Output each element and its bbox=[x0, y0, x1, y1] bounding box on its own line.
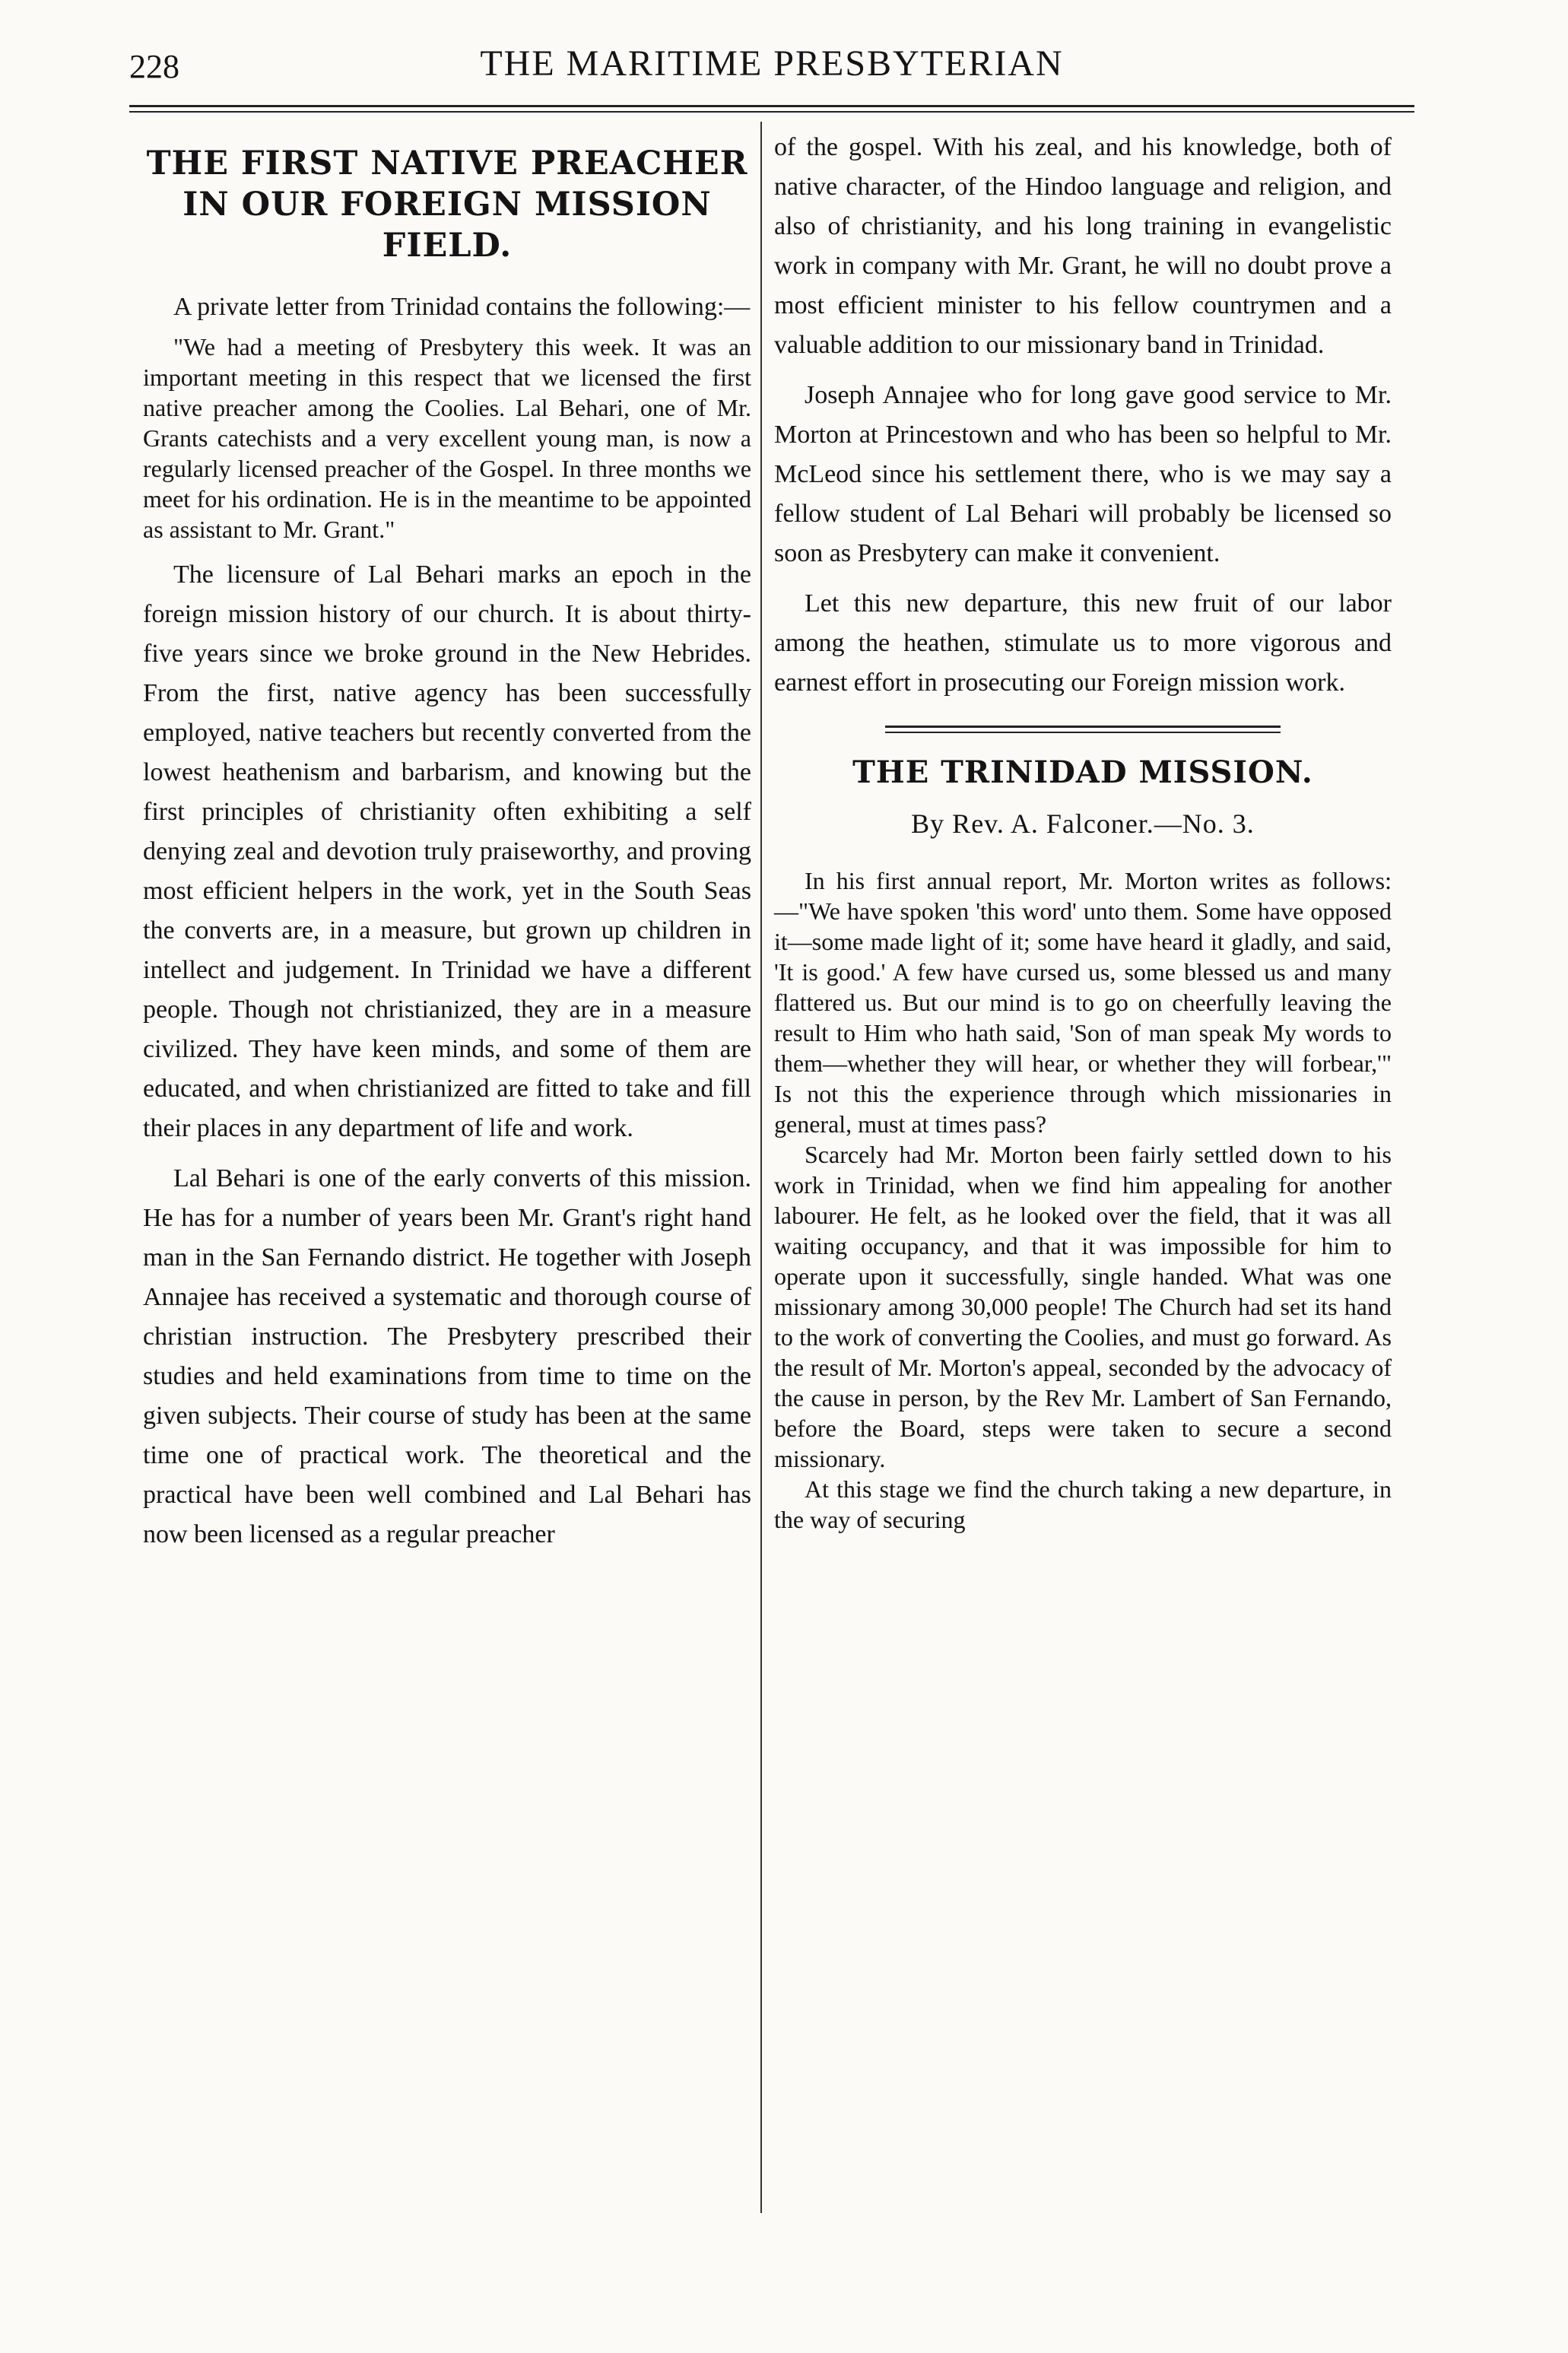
header-rule bbox=[129, 105, 1414, 107]
left-column bbox=[143, 128, 751, 1554]
right-column bbox=[774, 128, 1392, 1535]
article-paragraph-continued: of the gospel. With his zeal, and his knowledge, both of native character, of the Hindoo language and religion, and also of christianity, and his long training in evangelistic work in company with Mr. Grant, he will no doubt prove a most efficient minister to his fellow countrymen and a valuable addition to our missionary band in Trinidad. bbox=[774, 133, 1392, 359]
article-paragraph: Lal Behari is one of the early converts of this mission. He has for a number of years been Mr. Grant's right hand man in the San Fernando district. He together with Joseph Annajee has received a systematic and thorough course of christian instruction. The Presbytery prescribed their studies and held examinations from time to time on the given subjects. Their course of study has been at the same time one of practical work. The theoretical and the practical have been well combined and Lal Behari has now been licensed as a regular preacher bbox=[143, 1164, 751, 1548]
column-divider bbox=[760, 122, 762, 2213]
article-paragraph: At this stage we find the church taking a new departure, in the way of securing bbox=[774, 1475, 1392, 1533]
article-paragraph: In his first annual report, Mr. Morton writes as follows:—"We have spoken 'this word' unto them. Some have opposed it—some made light of it; some have heard it gladly, and said, 'It is good.' A few have cursed us, some blessed us and many flattered us. But our mind is to go on cheerfully leaving the result to Him who hath said, 'Son of man speak My words to them—whether they will hear, or whether they will forbear,'" Is not this the experience through which missionaries in general, must at times pass? bbox=[774, 867, 1392, 1138]
article-headline: THE FIRST NATIVE PREACHER IN OUR FOREIGN MISSION FIELD. bbox=[146, 144, 748, 265]
section-rule bbox=[885, 726, 1281, 728]
header-rule-secondary bbox=[129, 111, 1414, 113]
letter-quote: "We had a meeting of Presbytery this week. It was an important meeting in this respect that we licensed the first native preacher among the Coolies. Lal Behari, one of Mr. Grants catechists and a very excellent young man, is now a regularly licensed preacher of the Gospel. In three months we meet for his ordination. He is in the meantime to be appointed as assistant to Mr. Grant." bbox=[143, 333, 751, 543]
article-paragraph: The licensure of Lal Behari marks an epoch in the foreign mission history of our church. It is about thirty-five years since we broke ground in the New Hebrides. From the first, native agency has been successfully employed, native teachers but recently converted from the lowest heathenism and barbarism, and knowing but the first principles of christianity often exhibiting a self denying zeal and devotion truly praiseworthy, and proving most efficient helpers in the work, yet in the South Seas the converts are, in a measure, but grown up children in intellect and judgement. In Trinidad we have a different people. Though not christianized, they are in a measure civilized. They have keen minds, and some of them are educated, and when christianized are fitted to take and fill their places in any department of life and work. bbox=[143, 560, 751, 1142]
page-number: 228 bbox=[129, 48, 179, 85]
running-title: THE MARITIME PRESBYTERIAN bbox=[480, 43, 1064, 84]
page-header bbox=[129, 43, 1414, 96]
section-title: THE TRINIDAD MISSION. bbox=[852, 754, 1313, 790]
byline: By Rev. A. Falconer.—No. 3. bbox=[911, 808, 1255, 839]
article-paragraph: Joseph Annajee who for long gave good service to Mr. Morton at Princestown and who has been so helpful to Mr. McLeod since his settlement there, who is we may say a fellow student of Lal Behari will probably be licensed so soon as Presbytery can make it convenient. bbox=[774, 381, 1392, 567]
article-paragraph: Scarcely had Mr. Morton been fairly settled down to his work in Trinidad, when we find him appealing for another labourer. He felt, as he looked over the field, that it was all waiting occupancy, and that it was impossible for him to operate upon it successfully, single handed. What was one missionary among 30,000 people! The Church had set its hand to the work of converting the Coolies, and must go forward. As the result of Mr. Morton's appeal, seconded by the advocacy of the cause in person, by the Rev Mr. Lambert of San Fernando, before the Board, steps were taken to secure a second missionary. bbox=[774, 1141, 1392, 1472]
section-rule-thin bbox=[885, 732, 1281, 733]
article-paragraph: Let this new departure, this new fruit of our labor among the heathen, stimulate us to more vigorous and earnest effort in prosecuting our Foreign mission work. bbox=[774, 589, 1392, 697]
article-intro: A private letter from Trinidad contains the following:— bbox=[173, 293, 751, 321]
